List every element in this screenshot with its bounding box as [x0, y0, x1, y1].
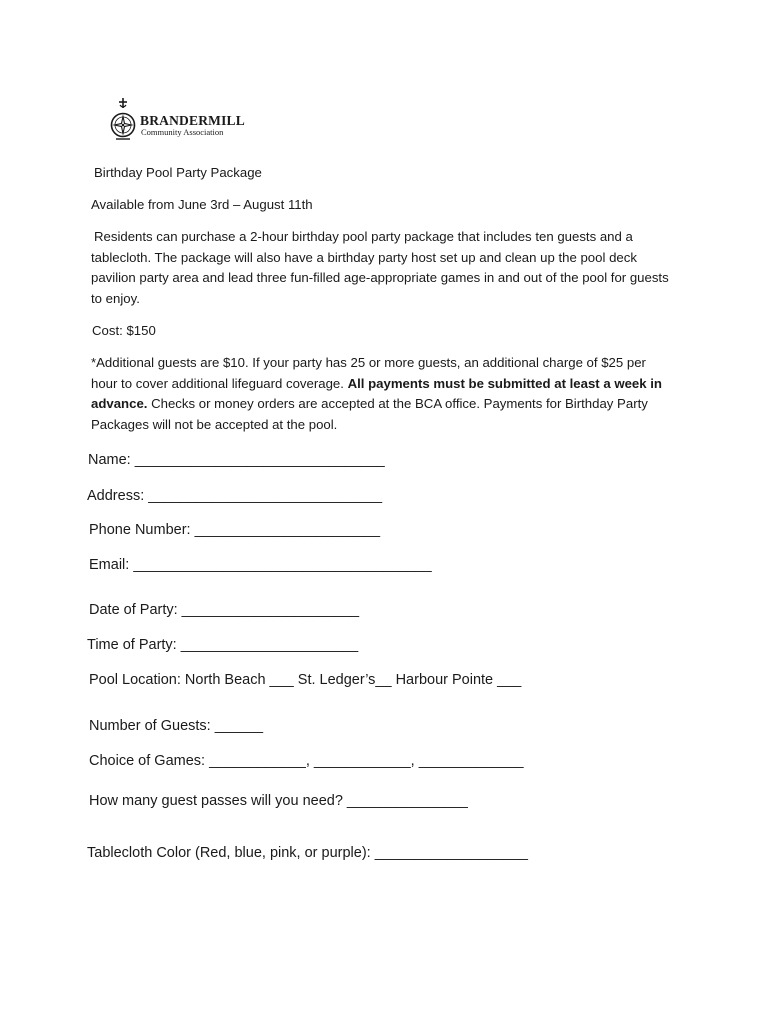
time-of-party-field[interactable]: Time of Party: ______________________: [87, 637, 359, 653]
payment-deadline-notice: All payments must be submitted at least a week in advance.: [91, 375, 662, 411]
payment-note-part2: Checks or money orders are accepted at the BCA office. Payments for Birthday Party Packages will not be accepted at the pool.: [91, 396, 648, 432]
address-field[interactable]: Address: _____________________________: [87, 488, 383, 504]
number-of-guests-field[interactable]: Number of Guests: ______: [89, 718, 264, 734]
logo-name: BRANDERMILL: [140, 113, 245, 128]
logo-subtitle: Community Association: [141, 127, 224, 137]
cost-text: Cost: $150: [92, 323, 156, 338]
availability-text: Available from June 3rd – August 11th: [91, 197, 313, 212]
choice-of-games-field[interactable]: Choice of Games: ____________, ____________, _____________: [89, 753, 524, 769]
description-text: Residents can purchase a 2-hour birthday pool party package that includes ten guests and a tablecloth. The package will also have a birthday party host set up and clean up the pool deck pavilion party area and lead three fun-filled age-appropriate games in and out of the pool for guests to enjoy.: [91, 229, 669, 306]
tablecloth-color-field[interactable]: Tablecloth Color (Red, blue, pink, or purple): ___________________: [87, 845, 528, 861]
date-of-party-field[interactable]: Date of Party: ______________________: [89, 602, 360, 618]
guest-passes-field[interactable]: How many guest passes will you need? _______________: [89, 793, 468, 809]
name-field[interactable]: Name: _______________________________: [88, 452, 385, 468]
phone-field[interactable]: Phone Number: _______________________: [89, 522, 381, 538]
brandermill-logo: [108, 98, 258, 142]
payment-note: [91, 353, 671, 435]
payment-note-part1: *Additional guests are $10. If your party has 25 or more guests, an additional charge of $25 per hour to cover additional lifeguard coverage.: [91, 355, 646, 391]
document-title: Birthday Pool Party Package: [94, 165, 262, 180]
email-field[interactable]: Email: _____________________________________: [89, 557, 432, 573]
compass-rose-icon: [108, 98, 142, 142]
pool-location-field[interactable]: Pool Location: North Beach ___ St. Ledger’s__ Harbour Pointe ___: [89, 672, 522, 688]
